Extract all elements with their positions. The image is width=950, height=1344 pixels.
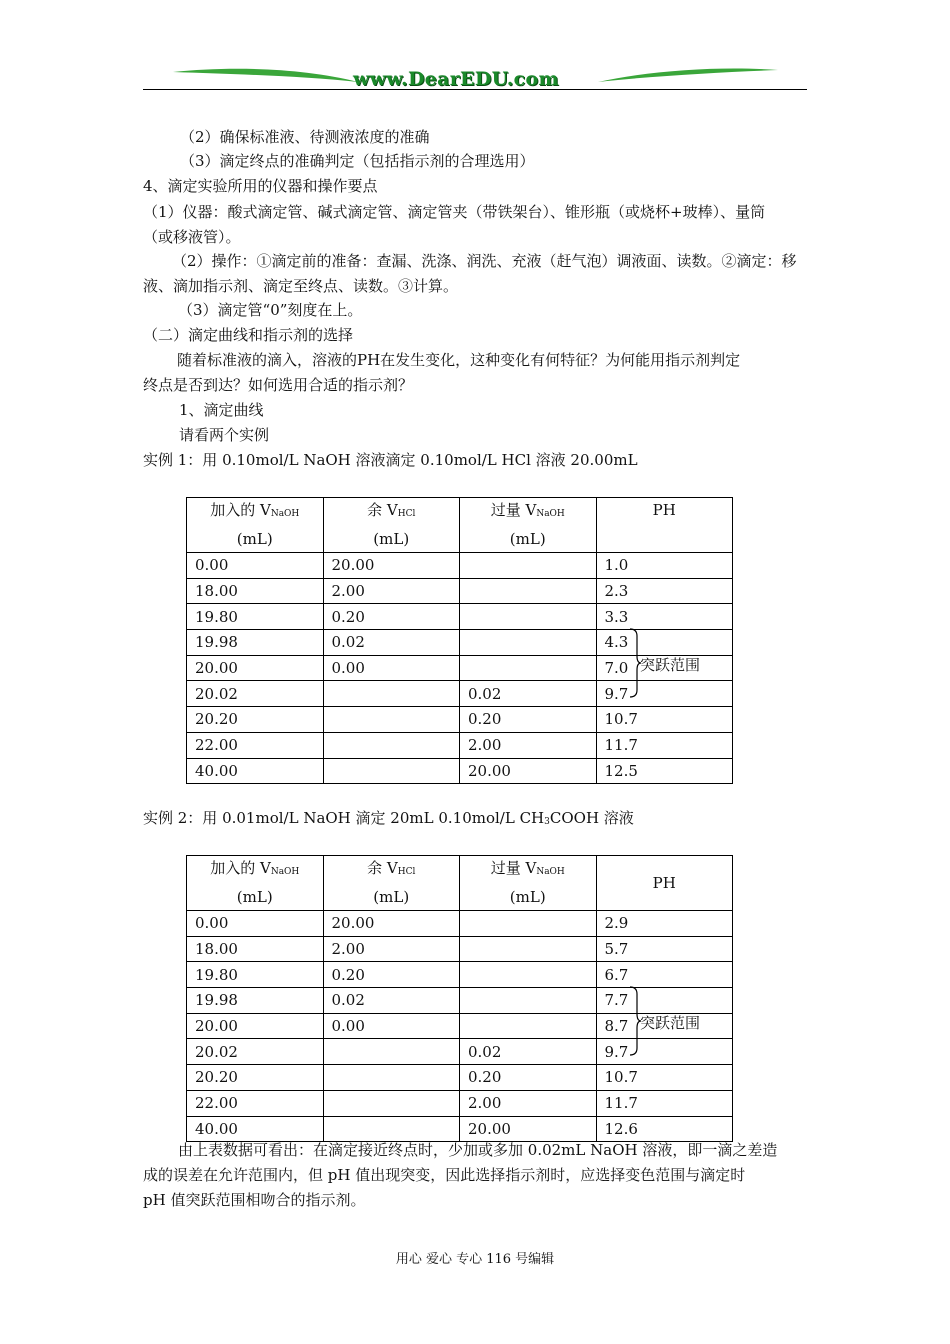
text-line: （3）滴定终点的准确判定（包括指示剂的合理选用）	[180, 152, 535, 170]
table-row	[187, 732, 733, 758]
header-cell: PH	[596, 856, 733, 911]
text-line: （2）确保标准液、待测液浓度的准确	[180, 128, 430, 146]
table-cell	[460, 604, 597, 630]
table-cell: 20.00	[460, 758, 597, 784]
text-line: （2）操作：①滴定前的准备：查漏、洗涤、润洗、充液（赶气泡）调液面、读数。②滴定：移	[172, 252, 797, 270]
table-cell: 12.5	[596, 758, 733, 784]
table-row	[187, 630, 733, 656]
table-row	[187, 911, 733, 937]
table-cell	[460, 1013, 597, 1039]
text-line: 液、滴加指示剂、滴定至终点、读数。③计算。	[143, 277, 459, 295]
table-cell	[323, 732, 460, 758]
table-cell	[323, 707, 460, 733]
table-cell: 20.00	[187, 655, 324, 681]
table-cell: 0.20	[323, 962, 460, 988]
table-cell: 0.00	[323, 655, 460, 681]
text-line: （1）仪器：酸式滴定管、碱式滴定管、滴定管夹（带铁架台）、锥形瓶（或烧杯+玻棒）、量筒	[143, 203, 766, 221]
table-cell: 0.02	[460, 681, 597, 707]
table-cell: 3.3	[596, 604, 733, 630]
table-cell: 20.20	[187, 1065, 324, 1091]
table-row	[187, 707, 733, 733]
header-cell: 余 $V_{HCl}$ (mL)	[323, 856, 460, 911]
table-cell: 9.7	[596, 681, 733, 707]
table-row	[187, 578, 733, 604]
table-cell: 2.9	[596, 911, 733, 937]
table-cell	[460, 655, 597, 681]
table-cell: 19.98	[187, 630, 324, 656]
table-cell: 40.00	[187, 758, 324, 784]
text-line: 随着标准液的滴入，溶液的PH在发生变化，这种变化有何特征？为何能用指示剂判定	[177, 351, 741, 369]
table-cell: 10.7	[596, 1065, 733, 1091]
table-cell: 18.00	[187, 936, 324, 962]
page-footer: 用心 爱心 专心 116 号编辑	[395, 1252, 555, 1267]
text-line: pH 值突跃范围相吻合的指示剂。	[143, 1191, 366, 1209]
text-line: （或移液管）。	[143, 228, 241, 246]
table-cell: 6.7	[596, 962, 733, 988]
table-cell	[323, 1090, 460, 1116]
table-cell: 20.00	[460, 1116, 597, 1142]
titration-table-2	[186, 855, 733, 1142]
table-cell: 19.80	[187, 604, 324, 630]
table-cell: 19.98	[187, 988, 324, 1014]
table-row	[187, 1116, 733, 1142]
section-heading: （二）滴定曲线和指示剂的选择	[143, 326, 354, 344]
header-cell: PH	[596, 498, 733, 553]
table-cell: 0.00	[323, 1013, 460, 1039]
table-cell: 2.00	[460, 1090, 597, 1116]
table-cell: 11.7	[596, 732, 733, 758]
text-line: 请看两个实例	[179, 426, 270, 444]
header-cell: 加入的 $V_{NaOH}$ (mL)	[187, 498, 324, 553]
table-row	[187, 1039, 733, 1065]
table-cell	[460, 630, 597, 656]
table-cell: 0.02	[323, 630, 460, 656]
table-cell	[323, 1116, 460, 1142]
table-cell: 18.00	[187, 578, 324, 604]
table-cell: 0.02	[323, 988, 460, 1014]
table-cell: 12.6	[596, 1116, 733, 1142]
table-cell: 2.00	[323, 578, 460, 604]
table-cell: 0.00	[187, 911, 324, 937]
table-cell	[323, 681, 460, 707]
table-cell: 10.7	[596, 707, 733, 733]
table-cell: 20.20	[187, 707, 324, 733]
table-row	[187, 604, 733, 630]
table-cell: 5.7	[596, 936, 733, 962]
example-1-title: 实例 1：用 0.10mol/L NaOH 溶液滴定 0.10mol/L HCl 溶液 20.00mL	[143, 451, 638, 469]
text-line: 1、滴定曲线	[179, 401, 264, 419]
table-cell	[460, 578, 597, 604]
table-row	[187, 1090, 733, 1116]
table-cell	[323, 1065, 460, 1091]
table-cell: 19.80	[187, 962, 324, 988]
table-cell: 20.02	[187, 1039, 324, 1065]
text-line: （3）滴定管“0”刻度在上。	[178, 301, 363, 319]
table-cell: 0.20	[323, 604, 460, 630]
table-cell: 7.7	[596, 988, 733, 1014]
table-cell: 9.7	[596, 1039, 733, 1065]
table-cell: 2.00	[460, 732, 597, 758]
jump-range-label: 突跃范围	[640, 656, 701, 674]
table-cell: 4.3	[596, 630, 733, 656]
table-cell	[460, 962, 597, 988]
table-header-row	[187, 856, 733, 911]
table-cell: 40.00	[187, 1116, 324, 1142]
titration-table-1	[186, 497, 733, 784]
header-cell: 过量 $V_{NaOH}$ (mL)	[460, 856, 597, 911]
header-rule	[143, 89, 807, 90]
header-cell: 加入的 $V_{NaOH}$ (mL)	[187, 856, 324, 911]
header-cell: 过量 $V_{NaOH}$ (mL)	[460, 498, 597, 553]
table-cell: 22.00	[187, 1090, 324, 1116]
table-header-row	[187, 498, 733, 553]
example-2-title: 实例 2：用 0.01mol/L NaOH 滴定 20mL 0.10mol/L $CH_3COOH$ 溶液	[143, 809, 634, 827]
table-cell: 1.0	[596, 553, 733, 579]
table-cell: 20.00	[323, 553, 460, 579]
table-cell: 0.20	[460, 1065, 597, 1091]
table-row	[187, 962, 733, 988]
table-cell: 7.0	[596, 655, 733, 681]
table-cell: 8.7	[596, 1013, 733, 1039]
table-cell: 22.00	[187, 732, 324, 758]
table-cell: 0.02	[460, 1039, 597, 1065]
table-row	[187, 936, 733, 962]
table-cell: 2.3	[596, 578, 733, 604]
table-cell: 0.20	[460, 707, 597, 733]
table-row	[187, 758, 733, 784]
table-row	[187, 681, 733, 707]
table-cell: 20.00	[187, 1013, 324, 1039]
jump-range-label: 突跃范围	[640, 1014, 701, 1032]
header-cell: 余 $V_{HCl}$ (mL)	[323, 498, 460, 553]
table-cell	[323, 758, 460, 784]
text-line: 由上表数据可看出：在滴定接近终点时，少加或多加 0.02mL NaOH 溶液，即一滴之差造	[178, 1141, 778, 1159]
table-cell: 20.02	[187, 681, 324, 707]
section-heading: 4、滴定实验所用的仪器和操作要点	[143, 177, 378, 195]
table-row	[187, 988, 733, 1014]
table-cell	[460, 988, 597, 1014]
table-cell	[460, 936, 597, 962]
table-row	[187, 553, 733, 579]
site-logo-text: www.DearEDU.com	[353, 68, 559, 90]
table-cell	[323, 1039, 460, 1065]
text-line: 成的误差在允许范围内，但 pH 值出现突变，因此选择指示剂时，应选择变色范围与滴定时	[143, 1166, 746, 1184]
table-cell	[460, 553, 597, 579]
table-cell: 20.00	[323, 911, 460, 937]
table-cell: 11.7	[596, 1090, 733, 1116]
table-row	[187, 1065, 733, 1091]
table-cell: 0.00	[187, 553, 324, 579]
table-cell	[460, 911, 597, 937]
text-line: 终点是否到达？如何选用合适的指示剂？	[143, 376, 414, 394]
table-cell: 2.00	[323, 936, 460, 962]
